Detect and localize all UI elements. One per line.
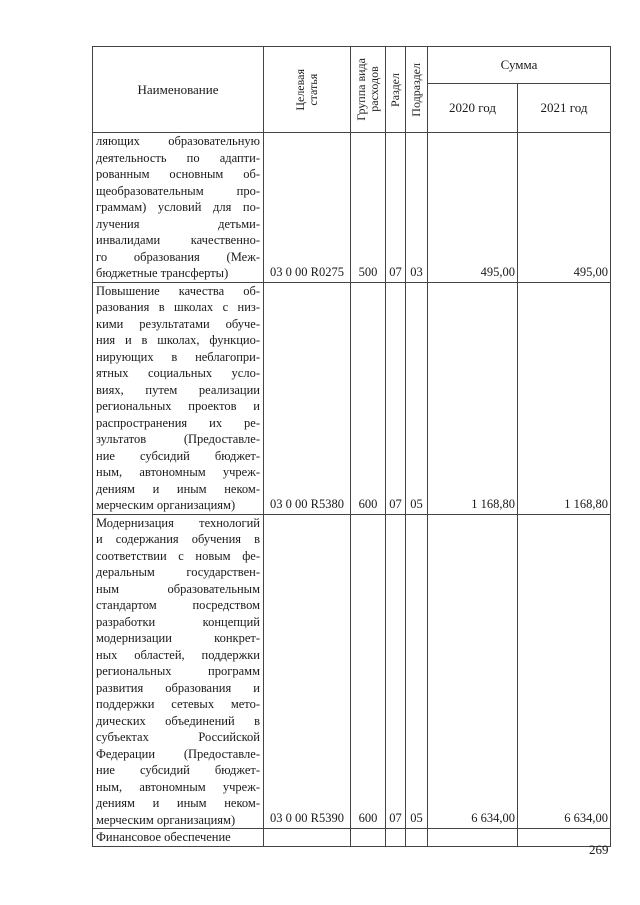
row-group-code: 500: [351, 133, 386, 283]
row-group-code: 600: [351, 514, 386, 829]
row-name-line: ных областей, поддержки: [96, 647, 260, 662]
row-name-line: ным, автономным учреж-: [96, 465, 260, 479]
row-name-line: нирующих в неблагопри-: [96, 349, 260, 364]
header-year-2021: 2021 год: [518, 84, 611, 133]
row-name-line: поддержки сетевых мето-: [96, 697, 260, 711]
row-group-code: 600: [351, 282, 386, 514]
row-name-line: субъектах Российской: [96, 730, 260, 744]
row-sum-2021: 6 634,00: [518, 514, 611, 829]
row-name-line: Модернизация технологий: [96, 515, 260, 530]
header-section: Раздел: [386, 47, 406, 133]
table-row: [93, 133, 611, 283]
row-section-code: 07: [386, 514, 406, 829]
row-name-line: мерческим организациям): [96, 498, 236, 512]
row-name-line: региональных проектов и: [96, 399, 260, 413]
header-name: Наименование: [93, 47, 264, 133]
row-name-line: соответствии с новым фе-: [96, 548, 260, 563]
header-sum: Сумма: [428, 47, 611, 84]
row-subsection-code: 05: [406, 282, 428, 514]
row-name-line: щеобразовательным про-: [96, 183, 260, 198]
row-subsection-code: [406, 829, 428, 847]
row-name-text: [96, 515, 260, 829]
row-name-line: распространения их ре-: [96, 415, 260, 430]
header-group: Группа вида расходов: [351, 47, 386, 133]
row-name-line: модернизации конкрет-: [96, 631, 260, 645]
row-target-code: [264, 829, 351, 847]
table-row: [93, 282, 611, 514]
row-target-code: 03 0 00 R5380: [264, 282, 351, 514]
row-name-text: [96, 283, 260, 514]
row-name-line: ным образовательным: [96, 581, 260, 596]
row-name-line: деятельность по адапти-: [96, 150, 260, 165]
row-name-line: Финансовое обеспечение: [96, 830, 231, 844]
row-name-line: граммам) условий для по-: [96, 200, 260, 214]
row-name-line: стандартом посредством: [96, 598, 260, 612]
row-name-line: деральным государствен-: [96, 565, 260, 579]
row-section-code: 07: [386, 133, 406, 283]
row-subsection-code: 03: [406, 133, 428, 283]
row-section-code: [386, 829, 406, 847]
page-number: 269: [589, 842, 609, 857]
row-name-text: [96, 829, 260, 846]
row-sum-2020: 495,00: [428, 133, 518, 283]
header-subsection: Подраздел: [406, 47, 428, 133]
row-name-line: кими результатами обуче-: [96, 316, 260, 331]
row-name: [93, 514, 264, 829]
row-name-line: зультатов (Предоставле-: [96, 432, 260, 446]
row-sum-2020: 6 634,00: [428, 514, 518, 829]
row-name-line: дениям и иным неком-: [96, 796, 260, 810]
row-name-line: Федерации (Предоставле-: [96, 746, 260, 761]
row-name-line: ным, автономным учреж-: [96, 779, 260, 794]
row-name-line: дических объединений в: [96, 713, 260, 728]
row-name-line: ятных социальных усло-: [96, 366, 260, 380]
row-name-line: бюджетные трансферты): [96, 266, 229, 280]
row-name-line: инвалидами качественно-: [96, 233, 260, 247]
row-name-line: го образования (Меж-: [96, 249, 260, 264]
row-name-line: ния и в школах, функцио-: [96, 333, 260, 347]
row-sum-2021: 1 168,80: [518, 282, 611, 514]
row-sum-2020: 1 168,80: [428, 282, 518, 514]
table-row: [93, 514, 611, 829]
row-name-line: ние субсидий бюджет-: [96, 448, 260, 463]
row-group-code: [351, 829, 386, 847]
row-name-line: рованным основным об-: [96, 167, 260, 181]
budget-table: [92, 46, 611, 847]
row-name-line: мерческим организациям): [96, 812, 236, 827]
row-target-code: 03 0 00 R0275: [264, 133, 351, 283]
row-name-text: [96, 133, 260, 282]
row-name-line: дениям и иным неком-: [96, 481, 260, 496]
table-body: [93, 133, 611, 847]
row-subsection-code: 05: [406, 514, 428, 829]
row-name-line: Повышение качества об-: [96, 283, 260, 298]
row-section-code: 07: [386, 282, 406, 514]
row-target-code: 03 0 00 R5390: [264, 514, 351, 829]
row-name-line: виях, путем реализации: [96, 382, 260, 397]
row-name-line: лучения детьми-: [96, 216, 260, 231]
row-name-line: развития образования и: [96, 680, 260, 695]
row-name-line: ние субсидий бюджет-: [96, 763, 260, 777]
header-target: Целевая статья: [264, 47, 351, 133]
row-sum-2021: 495,00: [518, 133, 611, 283]
row-name-line: ляющих образовательную: [96, 134, 260, 148]
header-year-2020: 2020 год: [428, 84, 518, 133]
row-name-line: разования в школах с низ-: [96, 300, 260, 314]
row-name-line: региональных программ: [96, 664, 260, 678]
row-name: [93, 133, 264, 283]
row-name: [93, 829, 264, 847]
row-name-line: и содержания обучения в: [96, 532, 260, 546]
row-sum-2020: [428, 829, 518, 847]
row-name: [93, 282, 264, 514]
row-name-line: разработки концепций: [96, 614, 260, 629]
table-row: [93, 829, 611, 847]
